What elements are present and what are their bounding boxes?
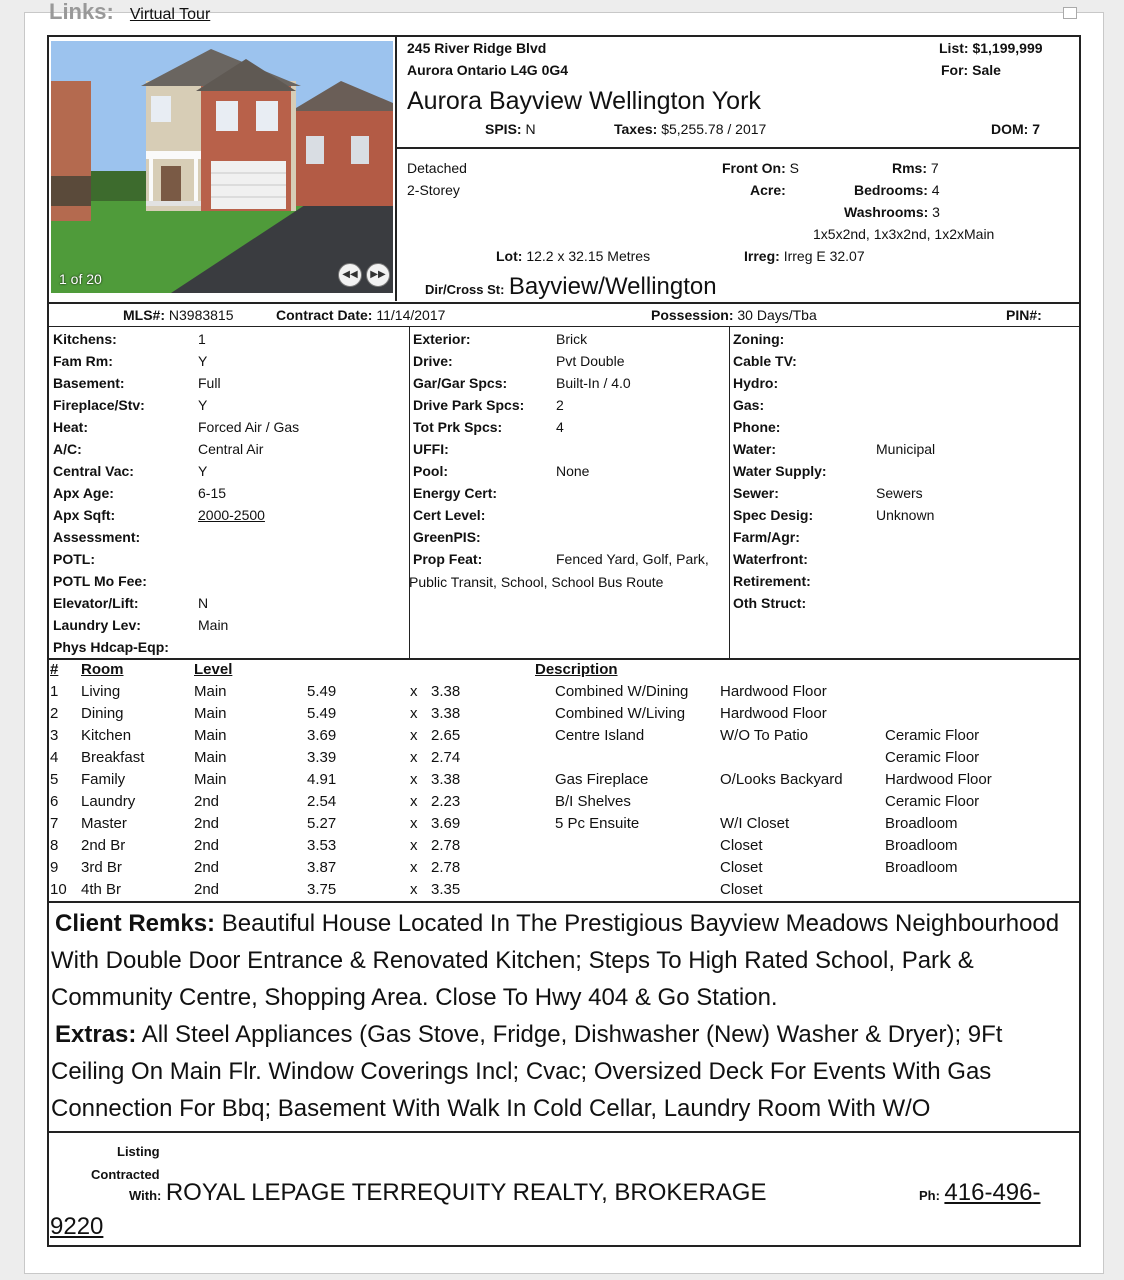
room-l-cell: 3.38 <box>431 771 461 788</box>
rooms-header-description: Description <box>535 661 618 678</box>
feature-col2-key: Cert Level: <box>413 507 486 523</box>
room-room-cell: Breakfast <box>81 749 145 766</box>
client-remarks <box>51 905 1077 1016</box>
room-l-cell: 2.74 <box>431 749 461 766</box>
property-type: Detached <box>407 160 467 176</box>
front-on-value: S <box>789 160 799 176</box>
room-d2-cell: Closet <box>720 881 763 898</box>
taxes <box>614 121 766 137</box>
feature-col1-key: Assessment: <box>53 529 141 545</box>
bedrooms <box>854 182 940 198</box>
mls-number <box>123 307 234 323</box>
feature-col1-key: Basement: <box>53 375 125 391</box>
room-x-cell: x <box>410 793 418 810</box>
dom-label: DOM: <box>991 121 1029 137</box>
lot-value: 12.2 x 32.15 Metres <box>526 248 651 264</box>
room-l-cell: 3.69 <box>431 815 461 832</box>
room-w-cell: 2.54 <box>307 793 337 810</box>
possession <box>651 307 817 323</box>
room-room-cell: Dining <box>81 705 124 722</box>
links-label: Links: <box>49 0 114 24</box>
room-n-cell: 5 <box>50 771 59 788</box>
feature-col1-key: Fam Rm: <box>53 353 113 369</box>
feature-col1-key: POTL Mo Fee: <box>53 573 147 589</box>
feature-col1-value: Forced Air / Gas <box>198 419 300 435</box>
address-line1: 245 River Ridge Blvd <box>407 40 547 56</box>
room-d1-cell: Combined W/Living <box>555 705 686 722</box>
feature-col3-key: Sewer: <box>733 485 779 501</box>
house-image <box>51 41 393 293</box>
rooms-header-num: # <box>50 661 59 678</box>
contracted-label: Contracted <box>91 1167 160 1182</box>
feature-col2-key: GreenPIS: <box>413 529 481 545</box>
room-n-cell: 6 <box>50 793 59 810</box>
room-room-cell: Laundry <box>81 793 136 810</box>
room-w-cell: 3.69 <box>307 727 337 744</box>
with-label: With: <box>129 1188 162 1203</box>
feature-col1-key: Central Vac: <box>53 463 134 479</box>
property-photo[interactable] <box>51 41 393 293</box>
virtual-tour-link[interactable]: Virtual Tour <box>129 6 211 23</box>
room-l-cell: 3.38 <box>431 683 461 700</box>
feature-col2-key: UFFI: <box>413 441 449 457</box>
rms-label: Rms: <box>892 160 928 176</box>
feature-col1-value: Y <box>198 353 208 369</box>
room-d3-cell: Broadloom <box>885 859 958 876</box>
contract-label: Contract Date: <box>276 307 373 323</box>
rooms-count <box>892 160 939 176</box>
feature-col2-key: Exterior: <box>413 331 471 347</box>
taxes-label: Taxes: <box>614 121 658 137</box>
listing-sheet <box>47 35 1081 1247</box>
feature-col3-key: Zoning: <box>733 331 785 347</box>
room-l-cell: 2.78 <box>431 837 461 854</box>
room-d3-cell: Ceramic Floor <box>885 749 980 766</box>
room-d1-cell: 5 Pc Ensuite <box>555 815 640 832</box>
room-w-cell: 5.49 <box>307 683 337 700</box>
feature-col1-value: Full <box>198 375 221 391</box>
feature-col1-value: N <box>198 595 209 611</box>
feature-col3-key: Spec Desig: <box>733 507 814 523</box>
client-remarks-label: Client Remks: <box>55 910 216 937</box>
feature-col3-value: Municipal <box>876 441 936 457</box>
mls-value: N3983815 <box>168 307 234 323</box>
bedrooms-label: Bedrooms: <box>854 182 928 198</box>
feature-col1-value: 2000-2500 <box>198 507 265 523</box>
feature-col3-key: Cable TV: <box>733 353 797 369</box>
feature-col2-key: Energy Cert: <box>413 485 498 501</box>
cross-street <box>425 273 717 301</box>
feature-col3-key: Farm/Agr: <box>733 529 800 545</box>
feature-col3-key: Waterfront: <box>733 551 808 567</box>
list-value: $1,199,999 <box>972 40 1043 56</box>
feature-col2-value: None <box>556 463 590 479</box>
room-n-cell: 10 <box>50 881 67 898</box>
links-strip <box>49 0 449 24</box>
phone-label: Ph: <box>919 1188 940 1203</box>
room-n-cell: 2 <box>50 705 59 722</box>
room-n-cell: 7 <box>50 815 59 832</box>
feature-col3-key: Oth Struct: <box>733 595 807 611</box>
feature-col1-key: Heat: <box>53 419 89 435</box>
rooms-header-room: Room <box>81 661 124 678</box>
for-label: For: <box>941 62 969 78</box>
feature-col2-key: Drive: <box>413 353 453 369</box>
room-d3-cell: Ceramic Floor <box>885 727 980 744</box>
room-x-cell: x <box>410 683 418 700</box>
feature-col3-value: Sewers <box>876 485 923 501</box>
phone <box>919 1179 1040 1207</box>
room-level-cell: 2nd <box>194 837 220 854</box>
room-w-cell: 3.75 <box>307 881 337 898</box>
contract-date <box>276 307 445 323</box>
feature-col1-value: 6-15 <box>198 485 227 501</box>
front-on <box>722 160 799 176</box>
room-level-cell: 2nd <box>194 881 220 898</box>
room-d2-cell: W/O To Patio <box>720 727 809 744</box>
room-d2-cell: W/I Closet <box>720 815 790 832</box>
feature-col3-key: Gas: <box>733 397 765 413</box>
room-x-cell: x <box>410 727 418 744</box>
feature-col3-key: Hydro: <box>733 375 779 391</box>
room-l-cell: 2.65 <box>431 727 461 744</box>
for-status <box>941 62 1001 78</box>
feature-col3-key: Phone: <box>733 419 781 435</box>
room-n-cell: 9 <box>50 859 59 876</box>
extras-label: Extras: <box>55 1021 137 1048</box>
feature-col1-key: A/C: <box>53 441 82 457</box>
room-l-cell: 2.78 <box>431 859 461 876</box>
feature-col1-key: Elevator/Lift: <box>53 595 139 611</box>
room-w-cell: 5.49 <box>307 705 337 722</box>
spis-label: SPIS: <box>485 121 522 137</box>
room-d2-cell: Closet <box>720 837 763 854</box>
room-level-cell: Main <box>194 771 227 788</box>
spis <box>485 121 536 137</box>
phone-link-part2[interactable]: 9220 <box>50 1213 104 1240</box>
room-l-cell: 2.23 <box>431 793 461 810</box>
room-d2-cell: Closet <box>720 859 763 876</box>
feature-col2-value: Built-In / 4.0 <box>556 375 631 391</box>
brokerage-name: ROYAL LEPAGE TERREQUITY REALTY, BROKERAGE <box>165 1179 767 1206</box>
remarks-section <box>51 905 1077 1127</box>
room-room-cell: Master <box>81 815 127 832</box>
contract-value: 11/14/2017 <box>376 307 446 323</box>
taxes-value: $5,255.78 / 2017 <box>661 121 767 137</box>
listing-label: Listing <box>117 1144 160 1159</box>
lot-label: Lot: <box>496 248 523 264</box>
room-level-cell: Main <box>194 705 227 722</box>
room-w-cell: 4.91 <box>307 771 337 788</box>
room-l-cell: 3.35 <box>431 881 461 898</box>
spis-value: N <box>525 121 536 137</box>
feature-col1-key: Kitchens: <box>53 331 117 347</box>
room-n-cell: 4 <box>50 749 59 766</box>
extras-text: All Steel Appliances (Gas Stove, Fridge, Dishwasher (New) Washer & Dryer); 9Ft Ceiling On Main Flr. Window Coverings Incl; Cvac; Oversized Deck For Events With Gas Connection For Bbq; Basement With Walk In Cold Cellar, Laundry Room With W/O <box>51 1021 1003 1122</box>
room-x-cell: x <box>410 881 418 898</box>
room-level-cell: 2nd <box>194 793 220 810</box>
room-level-cell: Main <box>194 727 227 744</box>
room-room-cell: Kitchen <box>81 727 132 744</box>
feature-col2-key: Pool: <box>413 463 448 479</box>
feature-col3-key: Water: <box>733 441 777 457</box>
feature-col2-value: Brick <box>556 331 588 347</box>
property-style: 2-Storey <box>407 182 460 198</box>
room-level-cell: 2nd <box>194 859 220 876</box>
room-n-cell: 1 <box>50 683 59 700</box>
room-room-cell: Family <box>81 771 126 788</box>
room-d3-cell: Broadloom <box>885 815 958 832</box>
room-room-cell: Living <box>81 683 121 700</box>
washrooms-label: Washrooms: <box>844 204 929 220</box>
cross-value: Bayview/Wellington <box>508 273 717 300</box>
feature-col1-key: Apx Age: <box>53 485 114 501</box>
room-w-cell: 5.27 <box>307 815 337 832</box>
feature-col1-key: POTL: <box>53 551 95 567</box>
room-x-cell: x <box>410 771 418 788</box>
feature-col1-value: Y <box>198 463 208 479</box>
room-level-cell: Main <box>194 683 227 700</box>
room-n-cell: 3 <box>50 727 59 744</box>
room-d1-cell: Centre Island <box>555 727 645 744</box>
checkbox-icon[interactable] <box>1063 7 1077 19</box>
room-level-cell: 2nd <box>194 815 220 832</box>
feature-col2-key: Prop Feat: <box>413 551 483 567</box>
feature-col1-key: Phys Hdcap-Eqp: <box>53 639 169 655</box>
for-value: Sale <box>972 62 1001 78</box>
pin-label: PIN#: <box>1006 307 1042 323</box>
room-d3-cell: Hardwood Floor <box>885 771 992 788</box>
room-l-cell: 3.38 <box>431 705 461 722</box>
list-label: List: <box>939 40 969 56</box>
room-x-cell: x <box>410 859 418 876</box>
feature-col3-key: Water Supply: <box>733 463 827 479</box>
possession-label: Possession: <box>651 307 734 323</box>
rooms-header-level: Level <box>194 661 233 678</box>
irreg-value: Irreg E 32.07 <box>783 248 865 264</box>
feature-col2-value: 2 <box>556 397 564 413</box>
room-d1-cell: B/I Shelves <box>555 793 631 810</box>
feature-col2-value: 4 <box>556 419 564 435</box>
prev-photo-button[interactable]: ◀◀ <box>338 263 362 287</box>
washrooms-value: 3 <box>932 204 940 220</box>
room-x-cell: x <box>410 815 418 832</box>
next-photo-button[interactable]: ▶▶ <box>366 263 390 287</box>
acre-label: Acre: <box>750 182 786 198</box>
lot-size <box>496 248 650 264</box>
feature-col2-key: Tot Prk Spcs: <box>413 419 503 435</box>
front-on-label: Front On: <box>722 160 786 176</box>
rms-value: 7 <box>930 160 939 176</box>
room-x-cell: x <box>410 837 418 854</box>
mls-label: MLS#: <box>123 307 165 323</box>
room-x-cell: x <box>410 749 418 766</box>
address-line2: Aurora Ontario L4G 0G4 <box>407 62 569 78</box>
room-w-cell: 3.39 <box>307 749 337 766</box>
room-d2-cell: Hardwood Floor <box>720 683 827 700</box>
feature-col1-key: Fireplace/Stv: <box>53 397 145 413</box>
feature-col1-value: 1 <box>198 331 206 347</box>
feature-col2-value: Pvt Double <box>556 353 625 369</box>
room-w-cell: 3.87 <box>307 859 337 876</box>
washrooms <box>844 204 940 220</box>
feature-col1-value: Y <box>198 397 208 413</box>
room-room-cell: 3rd Br <box>81 859 122 876</box>
room-level-cell: Main <box>194 749 227 766</box>
room-room-cell: 4th Br <box>81 881 122 898</box>
prop-feat-continued: Public Transit, School, School Bus Route <box>409 574 664 590</box>
bedrooms-value: 4 <box>931 182 940 198</box>
dom-value: 7 <box>1032 121 1041 137</box>
photo-counter: 1 of 20 <box>59 271 102 287</box>
feature-col2-key: Drive Park Spcs: <box>413 397 525 413</box>
room-d1-cell: Combined W/Dining <box>555 683 689 700</box>
room-n-cell: 8 <box>50 837 59 854</box>
room-room-cell: 2nd Br <box>81 837 126 854</box>
cross-label: Dir/Cross St: <box>425 282 505 297</box>
room-d2-cell: O/Looks Backyard <box>720 771 843 788</box>
irregular <box>744 248 865 264</box>
list-price <box>939 40 1043 56</box>
feature-col2-key: Gar/Gar Spcs: <box>413 375 508 391</box>
feature-col1-key: Apx Sqft: <box>53 507 116 523</box>
possession-value: 30 Days/Tba <box>737 307 817 323</box>
extras <box>51 1016 1077 1127</box>
community-title: Aurora Bayview Wellington York <box>407 87 761 115</box>
phone-link-part1[interactable]: 416-496- <box>944 1179 1041 1206</box>
room-x-cell: x <box>410 705 418 722</box>
dom <box>991 121 1040 137</box>
feature-col1-value: Main <box>198 617 229 633</box>
feature-col3-value: Unknown <box>876 507 935 523</box>
client-remarks-text: Beautiful House Located In The Prestigious Bayview Meadows Neighbourhood With Double Door Entrance & Renovated Kitchen; Steps To High Rated School, Park & Community Centre, Shopping Area. Close To Hwy 404 & Go Station. <box>51 910 1060 1011</box>
brokerage-line <box>129 1179 766 1207</box>
feature-col2-value: Fenced Yard, Golf, Park, <box>556 551 709 567</box>
feature-col1-value: Central Air <box>198 441 264 457</box>
irreg-label: Irreg: <box>744 248 780 264</box>
room-w-cell: 3.53 <box>307 837 337 854</box>
room-d1-cell: Gas Fireplace <box>555 771 649 788</box>
room-d2-cell: Hardwood Floor <box>720 705 827 722</box>
feature-col3-key: Retirement: <box>733 573 811 589</box>
room-d3-cell: Ceramic Floor <box>885 793 980 810</box>
washroom-detail: 1x5x2nd, 1x3x2nd, 1x2xMain <box>813 226 995 242</box>
room-d3-cell: Broadloom <box>885 837 958 854</box>
feature-col1-key: Laundry Lev: <box>53 617 141 633</box>
